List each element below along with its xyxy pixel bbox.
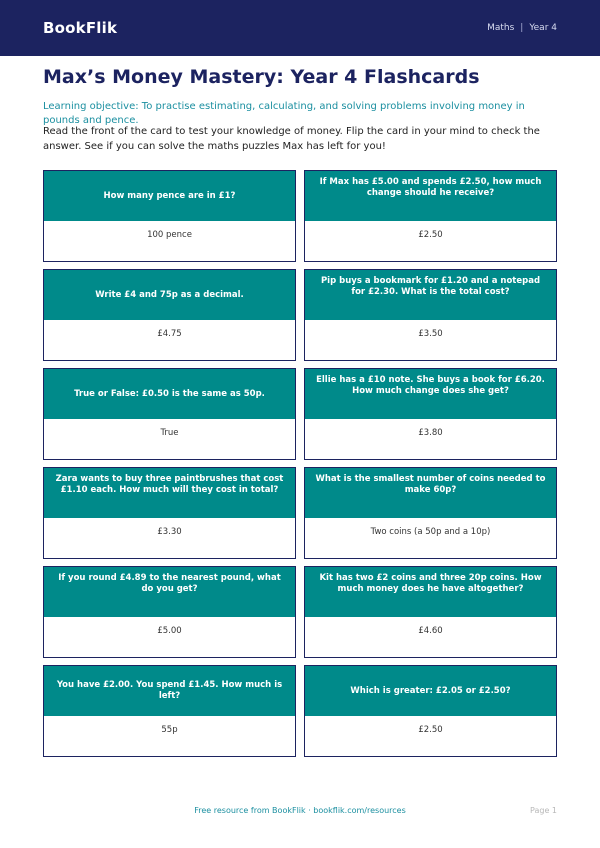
flashcard-question: Kit has two £2 coins and three 20p coins. How much money does he have altogether? xyxy=(305,567,556,617)
flashcard-question: If Max has £5.00 and spends £2.50, how much change should he receive? xyxy=(305,171,556,221)
header-bar xyxy=(0,0,600,56)
page-title: Max’s Money Mastery: Year 4 Flashcards xyxy=(43,66,480,88)
flashcard[interactable] xyxy=(43,170,296,262)
flashcard-answer: £3.50 xyxy=(305,320,556,360)
breadcrumb xyxy=(487,23,557,33)
flashcard[interactable] xyxy=(304,467,557,559)
flashcard[interactable] xyxy=(304,368,557,460)
flashcard[interactable] xyxy=(304,170,557,262)
flashcard[interactable] xyxy=(43,566,296,658)
flashcard-answer: £4.75 xyxy=(44,320,295,360)
flashcard-question: Which is greater: £2.05 or £2.50? xyxy=(305,666,556,716)
flashcard-answer: £3.80 xyxy=(305,419,556,459)
flashcard-question: You have £2.00. You spend £1.45. How much is left? xyxy=(44,666,295,716)
flashcard[interactable] xyxy=(304,665,557,757)
footer-credit-link[interactable]: Free resource from BookFlik · bookflik.com/resources xyxy=(194,806,406,815)
intro-text: Read the front of the card to test your knowledge of money. Flip the card in your mind to check the answer. See if you can solve the maths puzzles Max has left for you! xyxy=(43,126,540,152)
flashcard[interactable] xyxy=(43,368,296,460)
flashcard-question: True or False: £0.50 is the same as 50p. xyxy=(44,369,295,419)
flashcard-answer: 55p xyxy=(44,716,295,756)
flashcard-question: Ellie has a £10 note. She buys a book for £6.20. How much change does she get? xyxy=(305,369,556,419)
flashcard[interactable] xyxy=(304,566,557,658)
breadcrumb-separator: | xyxy=(520,23,524,33)
flashcard[interactable] xyxy=(304,269,557,361)
flashcard[interactable] xyxy=(43,665,296,757)
flashcard-answer: £4.60 xyxy=(305,617,556,657)
breadcrumb-subject[interactable]: Maths xyxy=(487,23,515,33)
breadcrumb-year[interactable]: Year 4 xyxy=(529,23,557,33)
flashcard-answer: £2.50 xyxy=(305,716,556,756)
flashcard-answer: Two coins (a 50p and a 10p) xyxy=(305,518,556,558)
flashcard-question: Zara wants to buy three paintbrushes that cost £1.10 each. How much will they cost in total? xyxy=(44,468,295,518)
flashcard-question: How many pence are in £1? xyxy=(44,171,295,221)
flashcard-question: Pip buys a bookmark for £1.20 and a notepad for £2.30. What is the total cost? xyxy=(305,270,556,320)
brand-logo[interactable]: BookFlik xyxy=(43,19,118,37)
flashcard[interactable] xyxy=(43,467,296,559)
flashcard-grid xyxy=(43,170,557,757)
flashcard-question: If you round £4.89 to the nearest pound, what do you get? xyxy=(44,567,295,617)
flashcard-answer: True xyxy=(44,419,295,459)
page-number: Page 1 xyxy=(530,806,557,815)
flashcard-question: Write £4 and 75p as a decimal. xyxy=(44,270,295,320)
flashcard-question: What is the smallest number of coins needed to make 60p? xyxy=(305,468,556,518)
flashcard-answer: 100 pence xyxy=(44,221,295,261)
learning-objective: Learning objective: To practise estimating, calculating, and solving problems involving money in pounds and pence. xyxy=(43,101,525,126)
page-footer xyxy=(0,806,600,820)
flashcard[interactable] xyxy=(43,269,296,361)
flashcard-answer: £5.00 xyxy=(44,617,295,657)
flashcard-answer: £2.50 xyxy=(305,221,556,261)
flashcard-answer: £3.30 xyxy=(44,518,295,558)
